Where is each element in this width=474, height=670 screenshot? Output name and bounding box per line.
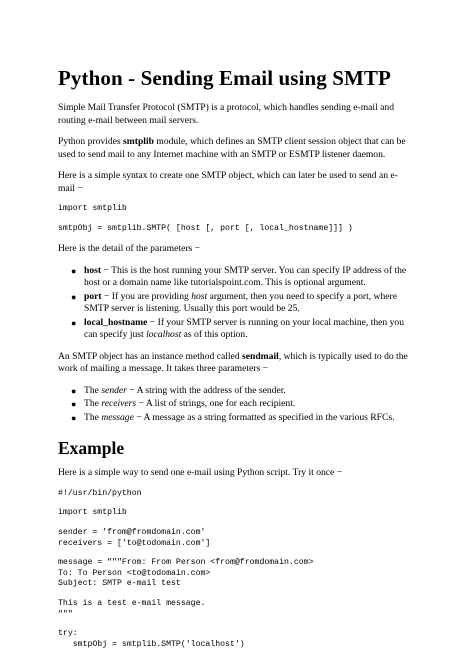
example-code-line: smtpObj = smtplib.SMTP('localhost') bbox=[58, 639, 245, 649]
bullet-icon: ● bbox=[71, 291, 77, 302]
example-code-line: message = """From: From Person <from@fromdomain.com> bbox=[58, 558, 314, 568]
bullet-icon: ● bbox=[71, 317, 77, 328]
example-code-line: sender = 'from@fromdomain.com' bbox=[58, 528, 206, 538]
syntax-intro-paragraph: Here is a simple syntax to create one SMTP object, which can later be used to send an e-mail − bbox=[58, 170, 398, 194]
page-title: Python - Sending Email using SMTP bbox=[58, 66, 391, 90]
params-intro-paragraph: Here is the detail of the parameters − bbox=[58, 243, 201, 255]
provides-paragraph: Python provides smtplib module, which defines an SMTP client session object that can be used to send mail to any Internet machine with an SMTP or ESMTP listener daemon. bbox=[58, 136, 406, 160]
list-item: ● The message − A message as a string formatted as specified in the various RFCs. bbox=[71, 411, 395, 423]
module-name: smtplib bbox=[123, 136, 154, 148]
example-intro-paragraph: Here is a simple way to send one e-mail using Python script. Try it once − bbox=[58, 467, 343, 479]
example-code-line: receivers = ['to@todomain.com'] bbox=[58, 538, 211, 548]
list-item: ● local_hostname − If your SMTP server is running on your local machine, then you can specify just localhost as of this option. bbox=[71, 316, 405, 341]
example-code-line: This is a test e-mail message. bbox=[58, 598, 206, 608]
bullet-icon: ● bbox=[71, 412, 77, 423]
bullet-icon: ● bbox=[71, 265, 77, 276]
syntax-code-line-2: smtpObj = smtplib.SMTP( [host [, port [, local_hostname]]] ) bbox=[58, 223, 353, 233]
example-heading: Example bbox=[58, 438, 125, 459]
example-code-line: To: To Person <to@todomain.com> bbox=[58, 568, 211, 578]
sendmail-paragraph: An SMTP object has an instance method called sendmail, which is typically used to do the work of mailing a message. It takes three parameters − bbox=[58, 350, 408, 375]
bullet-icon: ● bbox=[71, 399, 77, 410]
syntax-code-line-1: import smtplib bbox=[58, 204, 127, 214]
list-item: ● host − This is the host running your SMTP server. You can specify IP address of the host or a domain name like tutorialspoint.com. This is optional argument. bbox=[71, 264, 407, 289]
parameter-list bbox=[58, 265, 414, 342]
list-item: ● The sender − A string with the address of the sender. bbox=[71, 384, 286, 396]
example-code-line: Subject: SMTP e-mail test bbox=[58, 579, 181, 589]
method-name: sendmail bbox=[242, 350, 279, 362]
sendmail-parameter-list bbox=[58, 385, 414, 425]
example-code-line: import smtplib bbox=[58, 508, 127, 518]
example-code-line: try: bbox=[58, 629, 78, 639]
list-item: ● The receivers − A list of strings, one for each recipient. bbox=[71, 398, 296, 410]
list-item: ● port − If you are providing host argument, then you need to specify a port, where SMTP server is listening. Usually this port would be 25. bbox=[71, 290, 397, 315]
intro-paragraph: Simple Mail Transfer Protocol (SMTP) is a protocol, which handles sending e-mail and routing e-mail between mail servers. bbox=[58, 102, 395, 126]
bullet-icon: ● bbox=[71, 385, 77, 396]
example-code-line: """ bbox=[58, 609, 73, 619]
example-code-line: #!/usr/bin/python bbox=[58, 488, 142, 498]
